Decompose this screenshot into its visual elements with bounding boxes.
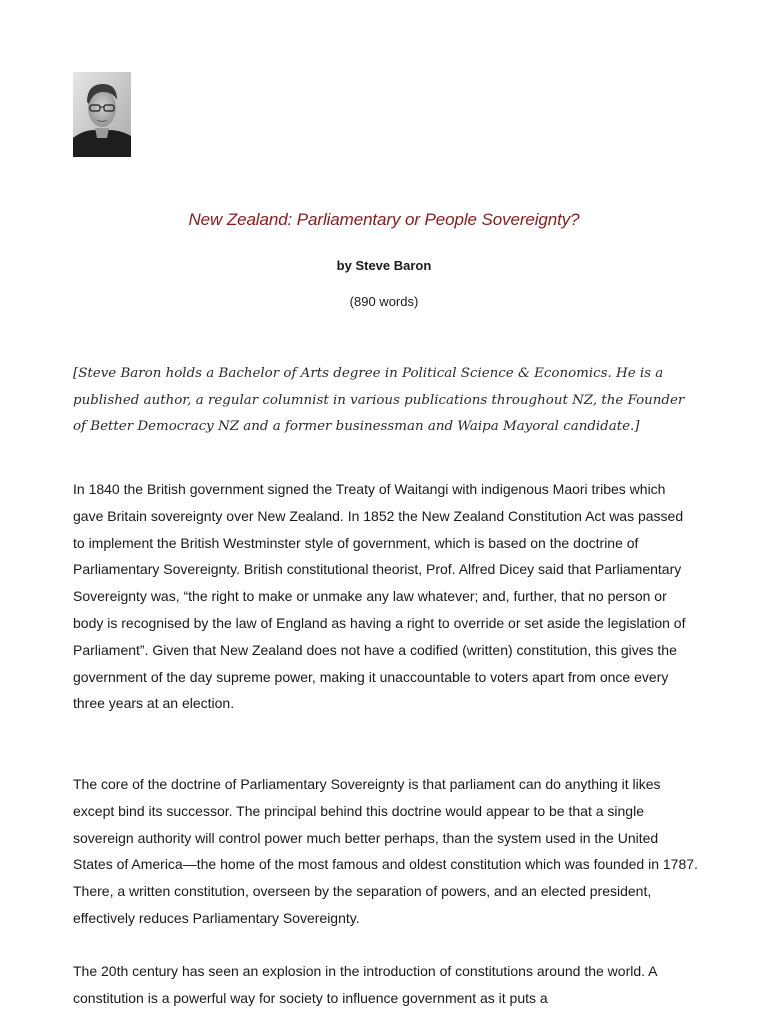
body-paragraph-2: The core of the doctrine of Parliamentary Sovereignty is that parliament can do anything it likes except bind its successor. The principal behind this doctrine would appear to be that a single sovereign authority will control power much better perhaps, than the system used in the United States of America—the home of the most famous and oldest constitution which was founded in 1787. There, a written constitution, overseen by the separation of powers, and an elected president, effectively reduces Parliamentary Sovereignty. — [73, 776, 698, 926]
article-word-count: (890 words) — [349, 294, 419, 309]
author-portrait-icon — [73, 72, 131, 157]
article-byline: by Steve Baron — [336, 258, 432, 273]
body-paragraph-1: In 1840 the British government signed the Treaty of Waitangi with indigenous Maori tribes which gave Britain sovereignty over New Zealand. In 1852 the New Zealand Constitution Act was passed to implement the British Westminster style of government, which is based on the doctrine of Parliamentary Sovereignty. British constitutional theorist, Prof. Alfred Dicey said that Parliamentary Sovereignty was, “the right to make or unmake any law whatever; and, further, that no person or body is recognised by the law of England as having a right to override or set aside the legislation of Parliament”. Given that New Zealand does not have a codified (written) constitution, this gives the government of the day supreme power, making it unaccountable to voters apart from once every three years at an election. — [73, 481, 686, 712]
body-paragraph-3: The 20th century has seen an explosion in the introduction of constitutions around the world. A constitution is a powerful way for society to influence government as it puts a — [73, 963, 657, 1006]
article-title: New Zealand: Parliamentary or People Sovereignty? — [188, 210, 580, 229]
author-bio: [Steve Baron holds a Bachelor of Arts degree in Political Science & Economics. He is a published author, a regular columnist in various publications throughout NZ, the Founder of Better Democracy NZ and a former businessman and Waipa Mayoral candidate.] — [73, 366, 685, 434]
